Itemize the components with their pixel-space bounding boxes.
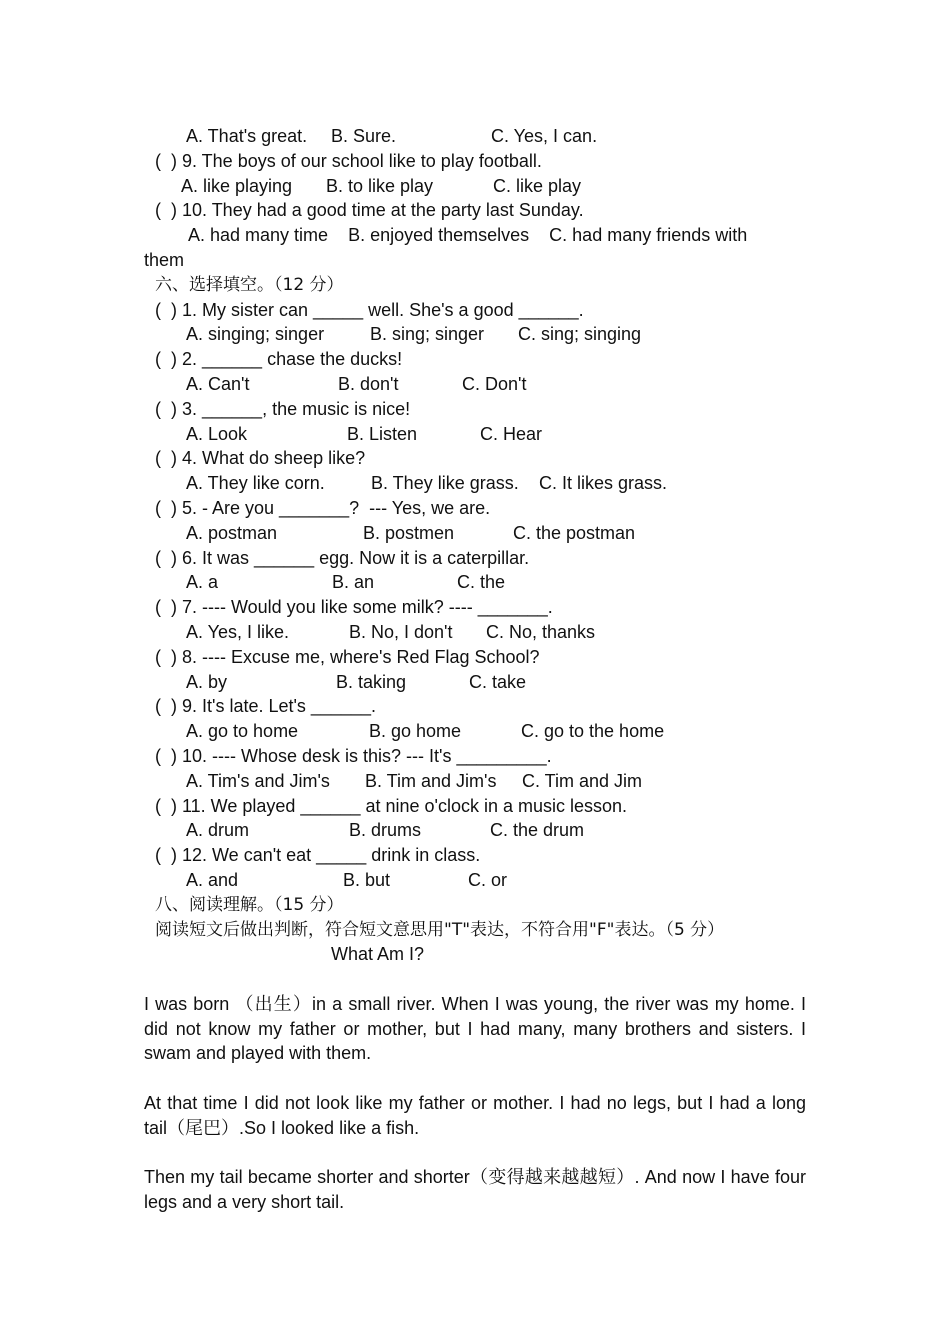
question-line: ( ) 4. What do sheep like? — [155, 448, 366, 469]
option-b: B. They like grass. — [371, 473, 519, 494]
option-b: B. No, I don't — [349, 621, 453, 642]
option-c: C. the drum — [490, 820, 585, 841]
options-row — [144, 620, 806, 645]
option-c: C. go to the home — [521, 721, 665, 742]
option-a: A. That's great. — [186, 126, 308, 146]
option-b: B. Sure. — [331, 126, 397, 146]
question-line: ( ) 3. ______, the music is nice! — [155, 398, 411, 419]
option-c: C. No, thanks — [486, 621, 596, 642]
option-a: A. Look — [186, 423, 248, 444]
option-a: A. a — [186, 572, 219, 593]
section-heading: 八、阅读理解。（15 分） — [155, 894, 344, 915]
question-line: ( ) 6. It was ______ egg. Now it is a caterpillar. — [155, 547, 530, 568]
spacer — [144, 1141, 806, 1166]
spacer — [144, 967, 806, 992]
option-c: C. the postman — [513, 522, 636, 543]
section-heading: 六、选择填空。（12 分） — [155, 274, 344, 295]
options-row — [144, 570, 806, 595]
passage-paragraph: At that time I did not look like my father or mother. I had no legs, but I had a long tail（尾巴）.So I looked like a fish. — [144, 1093, 806, 1138]
option-b: B. to like play — [326, 175, 434, 196]
options-row — [144, 769, 806, 794]
option-b: B. sing; singer — [370, 324, 485, 345]
question-line: ( ) 5. - Are you _______? --- Yes, we are. — [155, 497, 491, 518]
option-a: A. postman — [186, 522, 278, 543]
option-c: C. like play — [493, 175, 582, 196]
options-row — [144, 719, 806, 744]
options-row — [144, 422, 806, 447]
option-b: B. don't — [338, 373, 399, 394]
question-line: ( ) 9. It's late. Let's ______. — [155, 696, 376, 717]
passage-paragraph: Then my tail became shorter and shorter（变得越来越越短）. And now I have four legs and a very short tail. — [144, 1167, 806, 1213]
option-a: A. Tim's and Jim's — [186, 770, 330, 791]
option-a: A. Can't — [186, 373, 250, 394]
options-row — [144, 471, 806, 496]
question-line: ( ) 7. ---- Would you like some milk? ---- _______. — [155, 597, 553, 618]
spacer — [144, 1066, 806, 1091]
option-b: B. an — [332, 572, 375, 593]
option-b: B. Listen — [347, 423, 418, 444]
options-row — [144, 223, 806, 248]
options-row — [144, 322, 806, 347]
question-line: ( ) 2. ______ chase the ducks! — [155, 349, 403, 370]
option-a: A. They like corn. — [186, 473, 325, 494]
question-line: ( ) 9. The boys of our school like to play football. — [155, 150, 542, 171]
option-b: B. Tim and Jim's — [365, 770, 497, 791]
passage-paragraph: I was born （出生）in a small river. When I was young, the river was my home. I did not know my father or mother, but I had many, many brothers and sisters. I swam and played with them. — [144, 993, 806, 1064]
option-b: B. drums — [349, 820, 422, 841]
option-a: A. Yes, I like. — [186, 621, 290, 642]
option-c: C. sing; singing — [518, 324, 642, 345]
option-c: C. Tim and Jim — [522, 770, 643, 791]
question-line: ( ) 11. We played ______ at nine o'clock in a music lesson. — [155, 795, 628, 816]
question-line: ( ) 12. We can't eat _____ drink in class. — [155, 845, 481, 866]
option-b: B. but — [343, 869, 391, 890]
options-row — [144, 818, 806, 843]
option-a: A. singing; singer — [186, 324, 325, 345]
option-a: A. drum — [186, 820, 250, 841]
option-c: C. or — [468, 869, 508, 890]
option-a: A. like playing — [181, 175, 293, 196]
option-a: A. and — [186, 869, 239, 890]
option-c: C. the — [457, 572, 506, 593]
question-line: ( ) 10. ---- Whose desk is this? --- It's _________. — [155, 745, 552, 766]
option-c: C. Don't — [462, 373, 527, 394]
options-continuation: them — [144, 249, 185, 270]
option-b: B. postmen — [363, 522, 455, 543]
section6-questions — [144, 298, 806, 893]
options-text: A. had many time B. enjoyed themselves C. had many friends with — [188, 225, 748, 246]
exam-page — [144, 124, 806, 1215]
option-b: B. taking — [336, 671, 407, 692]
option-b: B. go home — [369, 721, 462, 742]
instruction-text: 阅读短文后做出判断，符合短文意思用"T"表达，不符合用"F"表达。（5 分） — [155, 919, 725, 940]
option-c: C. Hear — [480, 423, 543, 444]
option-a: A. by — [186, 671, 228, 692]
options-row — [144, 521, 806, 546]
question-line: ( ) 10. They had a good time at the party last Sunday. — [155, 200, 584, 221]
options-row — [144, 372, 806, 397]
option-c: C. Yes, I can. — [491, 126, 598, 146]
passage-title: What Am I? — [331, 944, 425, 965]
option-c: C. take — [469, 671, 527, 692]
options-row — [144, 174, 806, 199]
options-row — [144, 670, 806, 695]
options-row — [144, 124, 806, 149]
options-row — [144, 868, 806, 893]
question-line: ( ) 8. ---- Excuse me, where's Red Flag School? — [155, 646, 540, 667]
question-line: ( ) 1. My sister can _____ well. She's a good ______. — [155, 299, 584, 320]
option-c: C. It likes grass. — [539, 473, 668, 494]
option-a: A. go to home — [186, 721, 299, 742]
